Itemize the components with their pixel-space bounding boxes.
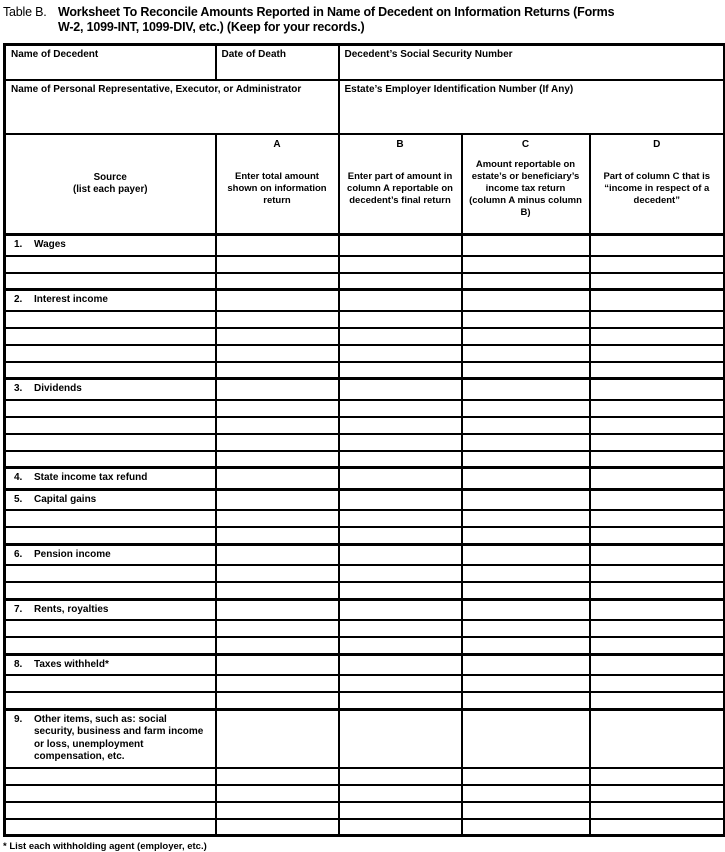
entry-cell-d xyxy=(590,345,725,362)
entry-cell-b xyxy=(339,527,462,544)
entry-cell-c xyxy=(462,362,590,379)
entry-cell-b xyxy=(339,290,462,311)
entry-cell-c xyxy=(462,400,590,417)
ein-field xyxy=(339,80,725,134)
col-header-source xyxy=(5,134,216,235)
entry-cell-a xyxy=(216,290,339,311)
payer-cell xyxy=(5,362,216,379)
payer-cell xyxy=(5,637,216,654)
payer-cell xyxy=(5,527,216,544)
worksheet-body xyxy=(5,235,725,836)
blank-row xyxy=(5,311,725,328)
payer-cell xyxy=(5,768,216,785)
entry-cell-c xyxy=(462,544,590,565)
col-desc-d: Part of column C that is “income in respect of a decedent” xyxy=(603,171,711,206)
blank-row xyxy=(5,582,725,599)
entry-cell-d xyxy=(590,328,725,345)
entry-cell-d xyxy=(590,675,725,692)
item-row-9 xyxy=(5,709,725,768)
entry-cell-b xyxy=(339,802,462,819)
blank-row xyxy=(5,768,725,785)
item-number: 1. xyxy=(14,239,23,250)
blank-row xyxy=(5,434,725,451)
entry-cell-b xyxy=(339,256,462,273)
entry-cell-d xyxy=(590,273,725,290)
blank-row xyxy=(5,675,725,692)
entry-cell-b xyxy=(339,510,462,527)
entry-cell-c xyxy=(462,451,590,468)
item-number: 2. xyxy=(14,294,23,305)
name-of-decedent-field xyxy=(5,45,216,80)
entry-cell-a xyxy=(216,345,339,362)
representative-info-row xyxy=(5,80,725,134)
entry-cell-c xyxy=(462,290,590,311)
entry-cell-a xyxy=(216,235,339,256)
entry-cell-a xyxy=(216,599,339,620)
payer-cell xyxy=(5,675,216,692)
entry-cell-a xyxy=(216,489,339,510)
blank-row xyxy=(5,819,725,836)
entry-cell-b xyxy=(339,768,462,785)
col-header-a xyxy=(216,134,339,235)
item-row-2 xyxy=(5,290,725,311)
entry-cell-a xyxy=(216,675,339,692)
payer-cell xyxy=(5,620,216,637)
entry-cell-d xyxy=(590,582,725,599)
entry-cell-a xyxy=(216,527,339,544)
entry-cell-d xyxy=(590,379,725,400)
payer-cell xyxy=(5,434,216,451)
source-header-line1: Source xyxy=(93,171,127,183)
item-label: Wages xyxy=(34,239,66,250)
ssn-label: Decedent’s Social Security Number xyxy=(344,49,513,60)
blank-row xyxy=(5,620,725,637)
entry-cell-c xyxy=(462,709,590,768)
payer-cell xyxy=(5,785,216,802)
entry-cell-b xyxy=(339,468,462,490)
entry-cell-b xyxy=(339,434,462,451)
entry-cell-c xyxy=(462,328,590,345)
payer-cell xyxy=(5,802,216,819)
entry-cell-a xyxy=(216,802,339,819)
col-desc-c: Amount reportable on estate’s or beneficiary’s income tax return (column A minus column B) xyxy=(469,159,582,218)
item-label: State income tax refund xyxy=(34,472,148,483)
col-letter-b: B xyxy=(396,138,404,150)
item-label-cell xyxy=(5,599,216,620)
blank-row xyxy=(5,400,725,417)
entry-cell-a xyxy=(216,256,339,273)
entry-cell-b xyxy=(339,620,462,637)
entry-cell-d xyxy=(590,565,725,582)
item-row-4 xyxy=(5,468,725,490)
payer-cell xyxy=(5,256,216,273)
entry-cell-a xyxy=(216,362,339,379)
entry-cell-a xyxy=(216,400,339,417)
entry-cell-b xyxy=(339,599,462,620)
entry-cell-c xyxy=(462,379,590,400)
footnote: * List each withholding agent (employer, etc.) xyxy=(3,841,207,852)
item-row-6 xyxy=(5,544,725,565)
item-label-cell xyxy=(5,468,216,490)
title-line-2: W-2, 1099-INT, 1099-DIV, etc.) (Keep for your records.) xyxy=(58,20,365,34)
entry-cell-a xyxy=(216,328,339,345)
entry-cell-a xyxy=(216,768,339,785)
date-of-death-label: Date of Death xyxy=(221,49,286,60)
payer-cell xyxy=(5,311,216,328)
entry-cell-d xyxy=(590,489,725,510)
payer-cell xyxy=(5,692,216,709)
personal-representative-field xyxy=(5,80,339,134)
entry-cell-b xyxy=(339,565,462,582)
item-label: Rents, royalties xyxy=(34,603,109,615)
item-label-cell xyxy=(5,654,216,675)
entry-cell-b xyxy=(339,451,462,468)
blank-row xyxy=(5,637,725,654)
item-number: 9. xyxy=(14,713,23,725)
item-label-cell xyxy=(5,290,216,311)
entry-cell-d xyxy=(590,468,725,490)
entry-cell-a xyxy=(216,451,339,468)
item-number: 5. xyxy=(14,493,23,505)
entry-cell-a xyxy=(216,544,339,565)
col-header-b xyxy=(339,134,462,235)
payer-cell xyxy=(5,345,216,362)
blank-row xyxy=(5,527,725,544)
entry-cell-c xyxy=(462,802,590,819)
blank-row xyxy=(5,328,725,345)
entry-cell-a xyxy=(216,417,339,434)
entry-cell-a xyxy=(216,637,339,654)
entry-cell-a xyxy=(216,510,339,527)
entry-cell-b xyxy=(339,582,462,599)
entry-cell-c xyxy=(462,675,590,692)
entry-cell-c xyxy=(462,489,590,510)
entry-cell-c xyxy=(462,256,590,273)
entry-cell-d xyxy=(590,785,725,802)
entry-cell-d xyxy=(590,256,725,273)
entry-cell-c xyxy=(462,345,590,362)
entry-cell-a xyxy=(216,819,339,836)
entry-cell-d xyxy=(590,544,725,565)
entry-cell-b xyxy=(339,400,462,417)
col-desc-b: Enter part of amount in column A reportable on decedent’s final return xyxy=(347,171,453,206)
entry-cell-b xyxy=(339,544,462,565)
entry-cell-d xyxy=(590,417,725,434)
entry-cell-d xyxy=(590,434,725,451)
entry-cell-d xyxy=(590,599,725,620)
col-letter-d: D xyxy=(653,138,661,150)
entry-cell-d xyxy=(590,620,725,637)
source-header-line2: (list each payer) xyxy=(72,183,148,195)
entry-cell-d xyxy=(590,819,725,836)
entry-cell-c xyxy=(462,527,590,544)
entry-cell-b xyxy=(339,785,462,802)
entry-cell-a xyxy=(216,785,339,802)
entry-cell-a xyxy=(216,311,339,328)
blank-row xyxy=(5,510,725,527)
entry-cell-b xyxy=(339,311,462,328)
col-letter-a: A xyxy=(273,138,281,150)
item-label: Taxes withheld* xyxy=(34,658,109,670)
blank-row xyxy=(5,692,725,709)
payer-cell xyxy=(5,328,216,345)
entry-cell-d xyxy=(590,527,725,544)
entry-cell-b xyxy=(339,489,462,510)
col-header-d xyxy=(590,134,725,235)
item-row-5 xyxy=(5,489,725,510)
entry-cell-b xyxy=(339,362,462,379)
worksheet-table xyxy=(3,43,725,837)
entry-cell-b xyxy=(339,819,462,836)
blank-row xyxy=(5,273,725,290)
entry-cell-d xyxy=(590,362,725,379)
item-row-3 xyxy=(5,379,725,400)
entry-cell-c xyxy=(462,510,590,527)
entry-cell-d xyxy=(590,311,725,328)
item-row-7 xyxy=(5,599,725,620)
entry-cell-b xyxy=(339,709,462,768)
entry-cell-b xyxy=(339,417,462,434)
entry-cell-c xyxy=(462,311,590,328)
entry-cell-c xyxy=(462,620,590,637)
item-row-1 xyxy=(5,235,725,256)
entry-cell-c xyxy=(462,565,590,582)
item-row-8 xyxy=(5,654,725,675)
item-label: Dividends xyxy=(34,383,82,394)
entry-cell-b xyxy=(339,675,462,692)
entry-cell-d xyxy=(590,768,725,785)
payer-cell xyxy=(5,582,216,599)
payer-cell xyxy=(5,400,216,417)
entry-cell-c xyxy=(462,654,590,675)
entry-cell-b xyxy=(339,235,462,256)
item-number: 7. xyxy=(14,603,23,615)
item-label-cell xyxy=(5,235,216,256)
entry-cell-b xyxy=(339,654,462,675)
ssn-field xyxy=(339,45,725,80)
payer-cell xyxy=(5,819,216,836)
entry-cell-b xyxy=(339,692,462,709)
item-label: Interest income xyxy=(34,294,108,305)
entry-cell-a xyxy=(216,565,339,582)
blank-row xyxy=(5,451,725,468)
entry-cell-a xyxy=(216,582,339,599)
entry-cell-d xyxy=(590,654,725,675)
blank-row xyxy=(5,362,725,379)
entry-cell-c xyxy=(462,434,590,451)
entry-cell-c xyxy=(462,235,590,256)
entry-cell-a xyxy=(216,379,339,400)
item-number: 6. xyxy=(14,548,23,560)
payer-cell xyxy=(5,510,216,527)
page-title xyxy=(3,5,723,35)
blank-row xyxy=(5,417,725,434)
item-label: Other items, such as: social security, business and farm income or loss, unemployment compensation, etc. xyxy=(34,713,204,762)
entry-cell-c xyxy=(462,417,590,434)
entry-cell-d xyxy=(590,510,725,527)
entry-cell-a xyxy=(216,654,339,675)
col-header-c xyxy=(462,134,590,235)
blank-row xyxy=(5,565,725,582)
col-letter-c: C xyxy=(521,138,530,150)
entry-cell-c xyxy=(462,599,590,620)
payer-cell xyxy=(5,451,216,468)
entry-cell-c xyxy=(462,785,590,802)
entry-cell-d xyxy=(590,709,725,768)
entry-cell-a xyxy=(216,468,339,490)
item-label: Capital gains xyxy=(34,493,97,505)
item-label-cell xyxy=(5,379,216,400)
entry-cell-d xyxy=(590,400,725,417)
entry-cell-b xyxy=(339,273,462,290)
table-label: Table B. xyxy=(3,5,47,19)
entry-cell-d xyxy=(590,802,725,819)
entry-cell-d xyxy=(590,235,725,256)
blank-row xyxy=(5,256,725,273)
item-label-cell xyxy=(5,489,216,510)
entry-cell-b xyxy=(339,328,462,345)
column-header-row xyxy=(5,134,725,235)
entry-cell-c xyxy=(462,768,590,785)
entry-cell-d xyxy=(590,637,725,654)
date-of-death-field xyxy=(216,45,339,80)
entry-cell-a xyxy=(216,709,339,768)
blank-row xyxy=(5,802,725,819)
payer-cell xyxy=(5,417,216,434)
entry-cell-a xyxy=(216,434,339,451)
decedent-info-row xyxy=(5,45,725,80)
personal-representative-label: Name of Personal Representative, Executor, or Administrator xyxy=(11,83,302,95)
entry-cell-d xyxy=(590,290,725,311)
col-desc-a: Enter total amount shown on information return xyxy=(227,171,327,206)
entry-cell-c xyxy=(462,692,590,709)
title-line-1: Worksheet To Reconcile Amounts Reported in Name of Decedent on Information Returns (Forms xyxy=(58,5,615,19)
item-number: 3. xyxy=(14,383,23,394)
name-of-decedent-label: Name of Decedent xyxy=(11,49,99,60)
blank-row xyxy=(5,785,725,802)
entry-cell-b xyxy=(339,637,462,654)
entry-cell-a xyxy=(216,273,339,290)
entry-cell-c xyxy=(462,637,590,654)
item-number: 8. xyxy=(14,658,23,670)
payer-cell xyxy=(5,273,216,290)
entry-cell-c xyxy=(462,819,590,836)
entry-cell-a xyxy=(216,620,339,637)
title-text xyxy=(58,5,614,35)
entry-cell-d xyxy=(590,451,725,468)
item-number: 4. xyxy=(14,472,23,483)
item-label-cell xyxy=(5,709,216,768)
ein-label: Estate’s Employer Identification Number (If Any) xyxy=(344,83,574,95)
blank-row xyxy=(5,345,725,362)
entry-cell-c xyxy=(462,273,590,290)
payer-cell xyxy=(5,565,216,582)
entry-cell-b xyxy=(339,379,462,400)
entry-cell-d xyxy=(590,692,725,709)
entry-cell-c xyxy=(462,582,590,599)
item-label-cell xyxy=(5,544,216,565)
entry-cell-b xyxy=(339,345,462,362)
entry-cell-a xyxy=(216,692,339,709)
entry-cell-c xyxy=(462,468,590,490)
item-label: Pension income xyxy=(34,548,111,560)
